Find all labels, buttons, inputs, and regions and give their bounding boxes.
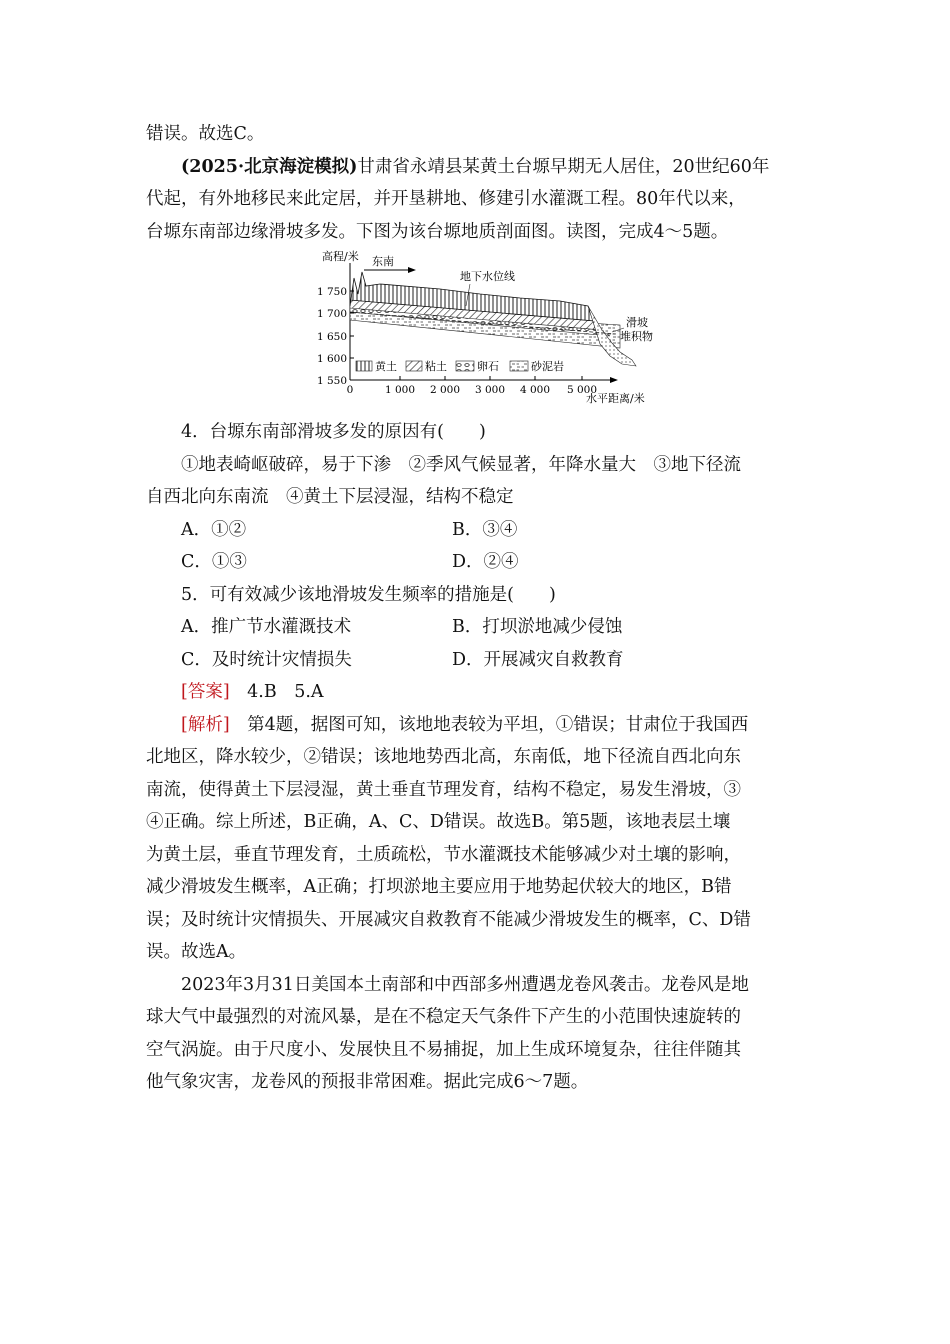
x-axis-arrow — [610, 377, 618, 383]
question-source: (2025·北京海淀模拟) — [181, 156, 358, 177]
q-intro-text1: 甘肃省永靖县某黄土台塬早期无人居住，20世纪60年 — [357, 156, 770, 177]
q4-items-line1: ①地表崎岖破碎，易于下渗 ②季风气候显著，年降水量大 ③地下径流 — [181, 454, 741, 475]
y-tick-label: 1 750 — [316, 286, 347, 298]
x-tick-label: 4 000 — [519, 384, 551, 396]
analysis-label: [解析] — [181, 714, 230, 735]
q4-option-c: C．①③ — [181, 552, 247, 572]
tornado-line2: 球大气中最强烈的对流风暴，是在不稳定天气条件下产生的小范围快速旋转的 — [146, 1007, 741, 1027]
legend — [356, 359, 564, 373]
legend-swatch-clay — [406, 361, 422, 371]
y-tick-label: 1 600 — [316, 353, 347, 365]
x-tick-label: 2 000 — [429, 384, 461, 396]
legend-label: 卵石 — [477, 360, 499, 373]
direction-label: 东南 — [372, 255, 394, 268]
tornado-line3: 空气涡旋。由于尺度小、发展快且不易捕捉，加上生成环境复杂，往往伴随其 — [146, 1039, 741, 1060]
y-tick-label: 1 700 — [316, 308, 347, 320]
legend-label: 黄土 — [375, 360, 397, 373]
analysis-line6: 减少滑坡发生概率，A正确；打坝淤地主要应用于地势起伏较大的地区，B错 — [146, 877, 732, 897]
x-tick-label: 5 000 — [566, 384, 598, 396]
answer-text: 4.B 5.A — [229, 682, 324, 702]
q4-stem: 4．台塬东南部滑坡多发的原因有( ) — [181, 422, 486, 442]
legend-label: 砂泥岩 — [531, 360, 564, 373]
x-tick-label: 1 000 — [384, 384, 416, 396]
para-top: 错误。故选C。 — [146, 124, 265, 144]
answer-line — [146, 676, 808, 709]
analysis-line1 — [146, 709, 808, 742]
q4-items-line2: 自西北向东南流 ④黄土下层浸湿，结构不稳定 — [146, 487, 514, 507]
q4-option-a: A．①② — [181, 519, 247, 540]
analysis-line8: 误。故选A。 — [146, 942, 247, 962]
analysis-line5: 为黄土层，垂直节理发育，土质疏松，节水灌溉技术能够减少对土壤的影响， — [146, 844, 741, 865]
water-table-label: 地下水位线 — [460, 270, 515, 283]
landslide-label-1: 滑坡 — [626, 316, 648, 329]
analysis-line7: 误；及时统计灾情损失、开展减灾自救教育不能减少滑坡发生的概率，C、D错 — [146, 909, 751, 930]
q5-stem: 5．可有效减少该地滑坡发生频率的措施是( ) — [181, 584, 556, 605]
tornado-line1: 2023年3月31日美国本土南部和中西部多州遭遇龙卷风袭击。龙卷风是地 — [181, 974, 749, 995]
geologic-profile-figure — [146, 248, 808, 416]
q5-option-d: D．开展减灾自救教育 — [452, 649, 624, 670]
analysis-text1: 第4题，据图可知，该地地表较为平坦，①错误；甘肃位于我国西 — [229, 714, 749, 735]
q4-option-b: B．③④ — [452, 519, 518, 540]
analysis-line2: 北地区，降水较少，②错误；该地地势西北高，东南低，地下径流自西北向东 — [146, 747, 741, 767]
y-tick-label: 1 650 — [316, 331, 347, 343]
q-intro-line2: 代起，有外地移民来此定居，并开垦耕地、修建引水灌溉工程。80年代以来， — [146, 189, 746, 209]
q5-option-c: C．及时统计灾情损失 — [181, 649, 352, 670]
legend-swatch-loess — [356, 361, 372, 371]
answer-label: [答案] — [181, 682, 230, 702]
x-tick-label: 0 — [346, 384, 354, 396]
q5-options-row2 — [146, 644, 808, 677]
legend-label: 粘土 — [425, 360, 447, 373]
analysis-line4: ④正确。综上所述，B正确，A、C、D错误。故选B。第5题，该地表层土壤 — [146, 812, 731, 832]
q-intro-line3: 台塬东南部边缘滑坡多发。下图为该台塬地质剖面图。读图，完成4～5题。 — [146, 221, 729, 242]
x-axis-label: 水平距离/米 — [586, 392, 645, 405]
y-tick-label: 1 550 — [316, 375, 347, 387]
direction-arrowhead — [408, 267, 416, 273]
geologic-profile-diagram — [316, 248, 653, 405]
landslide-label-2: 堆积物 — [620, 330, 653, 343]
y-axis-label: 高程/米 — [322, 250, 359, 263]
q5-option-a: A．推广节水灌溉技术 — [181, 617, 352, 637]
q-intro-line1 — [146, 151, 808, 184]
x-tick-label: 3 000 — [474, 384, 506, 396]
q5-options-row1 — [146, 611, 808, 644]
q4-option-d: D．②④ — [452, 552, 519, 572]
legend-swatch-sandstone — [510, 361, 528, 371]
legend-swatch-gravel — [456, 361, 474, 371]
q5-option-b: B．打坝淤地减少侵蚀 — [452, 617, 623, 637]
q4-options-row2 — [146, 546, 808, 579]
tornado-line4: 他气象灾害，龙卷风的预报非常困难。据此完成6～7题。 — [146, 1072, 589, 1092]
document-page — [146, 118, 808, 1099]
analysis-line3: 南流，使得黄土下层浸湿，黄土垂直节理发育，结构不稳定，易发生滑坡，③ — [146, 779, 741, 800]
q4-options-row1 — [146, 514, 808, 547]
